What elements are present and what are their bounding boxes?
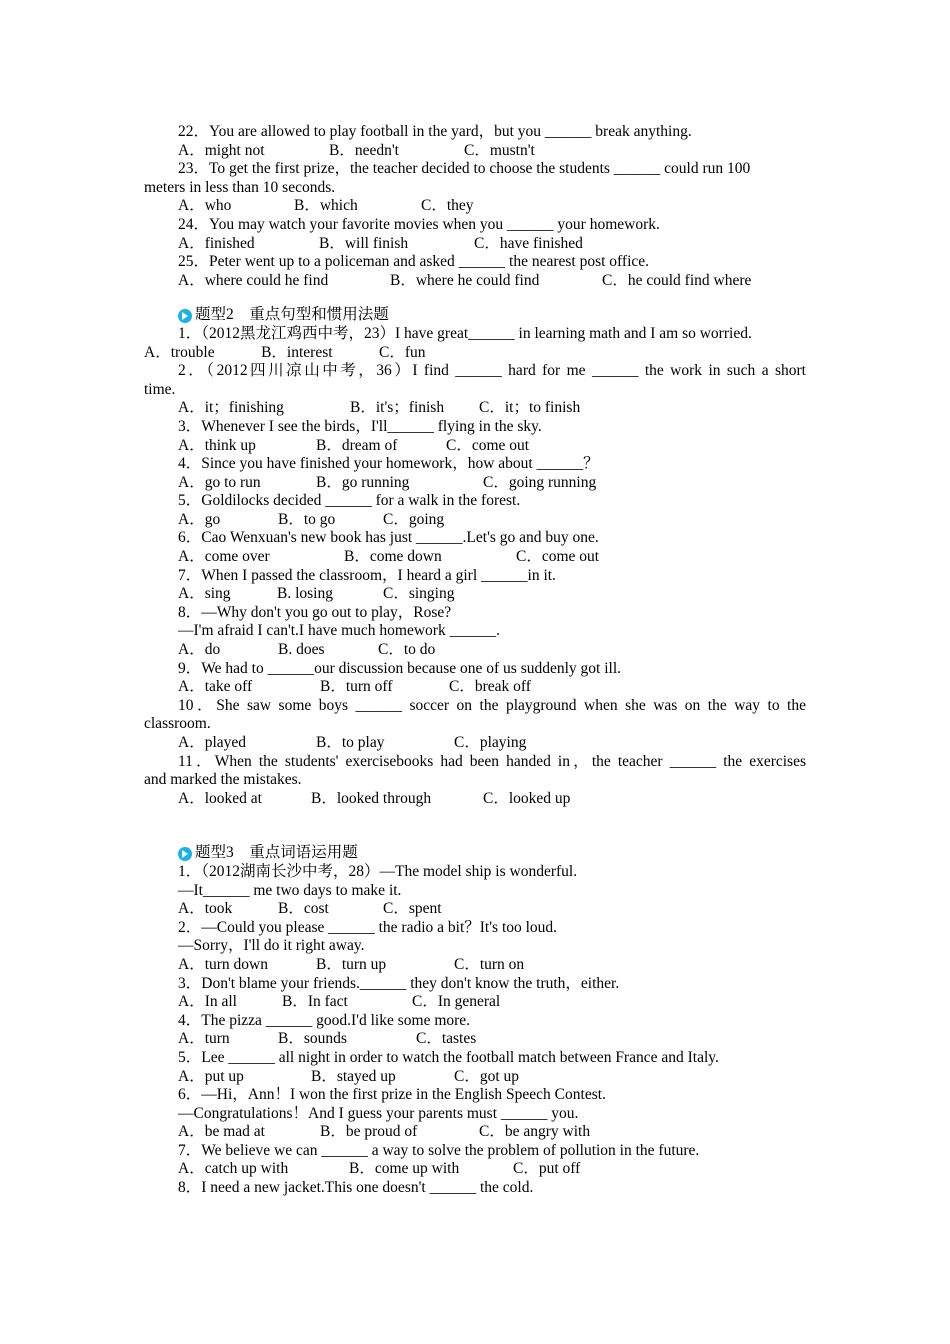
- s3-question-7: 7．We believe we can ______ a way to solve the problem of pollution in the future.: [178, 1141, 700, 1159]
- option-b: B．go running: [316, 473, 410, 491]
- option-c: C．he could find where: [602, 271, 752, 289]
- s2-reply-8: —I'm afraid I can't.I have much homework ______.: [178, 622, 500, 640]
- option-c: C．break off: [449, 678, 531, 696]
- option-c: C．come out: [516, 548, 600, 566]
- s2-question-10: 10．She saw some boys ______ soccer on the playground when she was on the way to the: [178, 696, 806, 714]
- option-a: A．turn: [178, 1030, 230, 1048]
- option-a: A．come over: [178, 548, 270, 566]
- s2-question-10-cont: classroom.: [144, 715, 211, 733]
- question-24: 24．You may watch your favorite movies when you ______ your homework.: [178, 215, 660, 233]
- s3-options-4: [144, 1030, 806, 1049]
- option-a: A．might not: [178, 141, 265, 159]
- option-b: B．turn up: [316, 955, 387, 973]
- options-24: [144, 235, 806, 254]
- option-b: B．which: [294, 197, 358, 215]
- s2-options-8: [144, 641, 806, 660]
- option-b: B．needn't: [329, 141, 399, 159]
- play-circle-icon: [178, 847, 192, 861]
- option-c: C．turn on: [454, 955, 525, 973]
- option-b: B．cost: [278, 900, 329, 918]
- s3-reply-2: —Sorry，I'll do it right away.: [178, 937, 365, 955]
- s2-options-1: A．trouble B．interest C．fun: [144, 343, 426, 361]
- option-a: A．looked at: [178, 789, 262, 807]
- option-a: A．go to run: [178, 473, 261, 491]
- option-a: A．where could he find: [178, 271, 329, 289]
- option-c: C．In general: [412, 993, 501, 1011]
- option-b: B. does: [278, 641, 325, 659]
- options-22: [144, 142, 806, 161]
- option-b: B．come down: [344, 548, 442, 566]
- s3-question-5: 5．Lee ______ all night in order to watch the football match between France and Italy.: [178, 1048, 719, 1066]
- s2-options-6: [144, 548, 806, 567]
- option-c: C．they: [421, 197, 474, 215]
- option-a: A．who: [178, 197, 232, 215]
- option-a: A．played: [178, 734, 247, 751]
- option-a: A．think up: [178, 436, 256, 454]
- option-a: A．sing: [178, 585, 231, 603]
- option-b: B. losing: [277, 585, 333, 603]
- option-a: A．took: [178, 900, 233, 918]
- option-b: B．where he could find: [390, 271, 540, 289]
- option-a: A．put up: [178, 1067, 244, 1085]
- option-b: B．dream of: [316, 436, 398, 454]
- s3-options-7: [144, 1160, 806, 1179]
- option-c: C．tastes: [416, 1030, 477, 1048]
- section-3-title: 题型3 重点词语运用题: [195, 844, 358, 862]
- option-c: C．be angry with: [479, 1123, 591, 1141]
- spacer: [144, 290, 806, 306]
- option-c: C．have finished: [474, 234, 583, 252]
- s3-options-2: [144, 956, 806, 975]
- s2-question-4: 4．Since you have finished your homework，how about ______？: [178, 455, 599, 473]
- option-b: B．to play: [316, 734, 385, 751]
- option-c: C．going: [383, 510, 445, 528]
- s2-question-1: 1．（2012黑龙江鸡西中考，23）I have great______ in learning math and I am so worried.: [178, 324, 752, 342]
- option-c: C．looked up: [483, 789, 571, 807]
- s2-question-6: 6．Cao Wenxuan's new book has just ______.Let's go and buy one.: [178, 529, 599, 547]
- option-a: A．turn down: [178, 955, 268, 973]
- s3-options-3: [144, 993, 806, 1012]
- option-b: B．be proud of: [320, 1123, 418, 1141]
- s2-question-7: 7．When I passed the classroom，I heard a girl ______in it.: [178, 566, 556, 584]
- option-b: B．sounds: [278, 1030, 347, 1048]
- s2-options-4: [144, 474, 806, 493]
- option-b: B．In fact: [282, 993, 348, 1011]
- option-c: C．singing: [383, 585, 455, 603]
- s2-question-11: 11．When the students' exercisebooks had been handed in，the teacher ______ the exercises: [178, 752, 806, 770]
- option-b: B．turn off: [320, 678, 393, 696]
- option-c: C．going running: [483, 473, 597, 491]
- s3-reply-6: —Congratulations！And I guess your parents must ______ you.: [178, 1104, 579, 1122]
- option-b: B．to go: [278, 510, 336, 528]
- option-a: A．finished: [178, 234, 255, 252]
- option-b: B．looked through: [311, 789, 432, 807]
- s3-options-6: [144, 1123, 806, 1142]
- s2-question-2-cont: time.: [144, 380, 176, 398]
- play-circle-icon: [178, 309, 192, 323]
- s2-options-10: [144, 734, 806, 753]
- option-b: B．it's；finish: [350, 399, 445, 417]
- s3-options-5: [144, 1068, 806, 1087]
- option-a: A．be mad at: [178, 1123, 265, 1141]
- s2-question-9: 9．We had to ______our discussion because one of us suddenly got ill.: [178, 659, 622, 677]
- s3-reply-1: —It______ me two days to make it.: [178, 881, 402, 899]
- option-c: C．got up: [454, 1067, 520, 1085]
- section-3-heading: [144, 844, 806, 863]
- s3-question-3: 3．Don't blame your friends.______ they don't know the truth，either.: [178, 974, 620, 992]
- option-a: A．catch up with: [178, 1160, 289, 1178]
- option-c: C．mustn't: [464, 141, 535, 159]
- s2-options-2: [144, 399, 806, 418]
- option-b: B．will finish: [319, 234, 409, 252]
- s3-question-1: 1．（2012湖南长沙中考，28）—The model ship is wonderful.: [178, 862, 578, 880]
- s2-question-3: 3．Whenever I see the birds，I'll______ flying in the sky.: [178, 417, 542, 435]
- spacer: [144, 808, 806, 844]
- s2-options-7: [144, 585, 806, 604]
- option-a: A．go: [178, 510, 221, 528]
- option-c: C．it；to finish: [479, 399, 581, 417]
- option-a: A．In all: [178, 993, 237, 1011]
- option-c: C．come out: [446, 436, 530, 454]
- s2-options-9: [144, 678, 806, 697]
- option-c: C．spent: [383, 900, 442, 918]
- option-a: A．it；finishing: [178, 399, 284, 417]
- question-23-cont: meters in less than 10 seconds.: [144, 178, 336, 196]
- section-2-title: 题型2 重点句型和惯用法题: [195, 306, 389, 324]
- option-c: C．playing: [454, 734, 527, 751]
- question-22: 22．You are allowed to play football in the yard，but you ______ break anything.: [178, 123, 692, 140]
- s2-question-2: 2．（2012四川凉山中考，36）I find ______ hard for me ______ the work in such a short: [178, 362, 806, 380]
- s2-question-11-cont: and marked the mistakes.: [144, 771, 302, 789]
- s2-options-3: [144, 437, 806, 456]
- s3-question-4: 4．The pizza ______ good.I'd like some more.: [178, 1011, 471, 1029]
- s2-options-5: [144, 511, 806, 530]
- question-25: 25．Peter went up to a policeman and asked ______ the nearest post office.: [178, 253, 650, 271]
- option-a: A．take off: [178, 678, 253, 696]
- option-c: C．to do: [378, 641, 436, 659]
- s3-options-1: [144, 900, 806, 919]
- s2-question-5: 5．Goldilocks decided ______ for a walk in the forest.: [178, 492, 521, 510]
- section-2-heading: [144, 306, 806, 325]
- s2-question-8: 8．—Why don't you go out to play，Rose?: [178, 603, 452, 621]
- s2-options-11: [144, 790, 806, 809]
- options-25: [144, 272, 806, 291]
- option-c: C．put off: [513, 1160, 581, 1178]
- option-b: B．stayed up: [311, 1067, 396, 1085]
- question-23: 23．To get the first prize，the teacher decided to choose the students ______ could run 100: [178, 160, 751, 178]
- s3-question-2: 2．—Could you please ______ the radio a bit？It's too loud.: [178, 918, 558, 936]
- options-23: [144, 197, 806, 216]
- option-b: B．come up with: [349, 1160, 460, 1178]
- s3-question-8: 8．I need a new jacket.This one doesn't ______ the cold.: [178, 1179, 534, 1197]
- option-a: A．do: [178, 641, 221, 659]
- document-page: [144, 123, 806, 1198]
- s3-question-6: 6．—Hi，Ann！I won the first prize in the English Speech Contest.: [178, 1086, 606, 1104]
